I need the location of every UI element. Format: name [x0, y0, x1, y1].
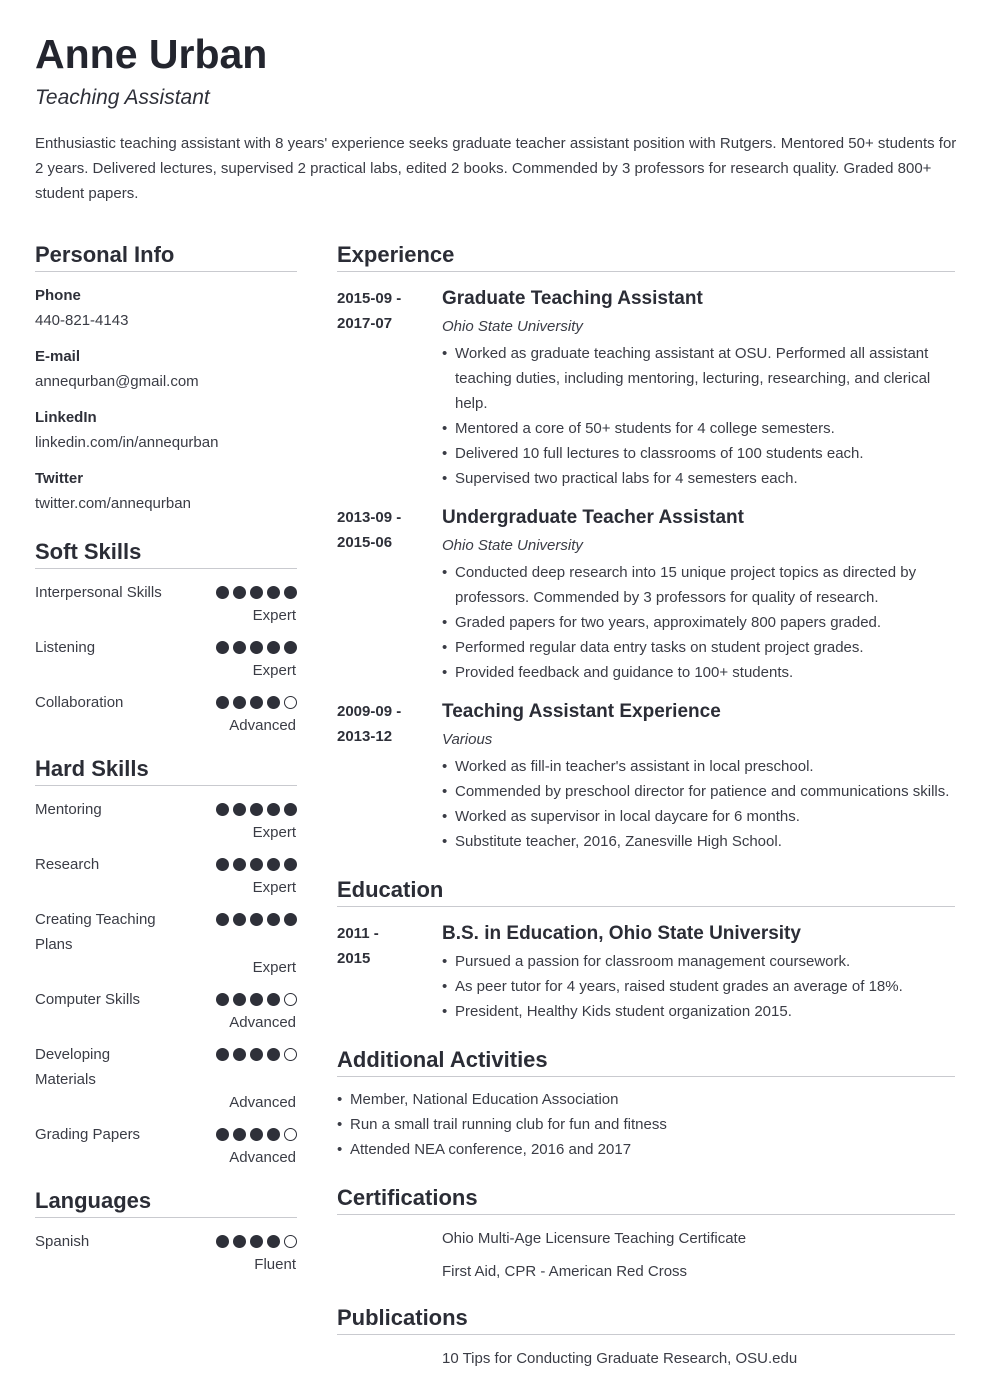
education-list — [337, 921, 955, 1024]
filled-dot-icon — [250, 1128, 263, 1141]
filled-dot-icon — [250, 696, 263, 709]
filled-dot-icon — [233, 993, 246, 1006]
empty-dot-icon — [284, 1048, 297, 1061]
languages-list — [35, 1229, 297, 1276]
filled-dot-icon — [250, 858, 263, 871]
filled-dot-icon — [216, 803, 229, 816]
personal-info-list — [35, 284, 297, 516]
filled-dot-icon — [216, 641, 229, 654]
date-start: 2011 - — [337, 925, 379, 942]
activities-list — [337, 1087, 955, 1162]
filled-dot-icon — [216, 993, 229, 1006]
entry-bullets — [442, 341, 955, 491]
languages-heading: Languages — [35, 1187, 297, 1218]
filled-dot-icon — [267, 858, 280, 871]
filled-dot-icon — [250, 1235, 263, 1248]
skill-name: Creating Teaching Plans — [35, 911, 156, 953]
entry-title: Undergraduate Teacher Assistant — [442, 507, 744, 528]
skill-level: Advanced — [229, 1094, 296, 1111]
skill-level: Advanced — [229, 1149, 296, 1166]
skill-name: Spanish — [35, 1233, 90, 1250]
skill-level: Expert — [252, 879, 296, 896]
certification-item: Ohio Multi-Age Licensure Teaching Certificate — [442, 1230, 747, 1247]
list-item: • Graded papers for two years, approximately 800 papers graded. — [442, 610, 955, 635]
entry — [337, 699, 955, 854]
filled-dot-icon — [250, 993, 263, 1006]
entry — [337, 921, 955, 1024]
filled-dot-icon — [284, 586, 297, 599]
skill-row — [35, 852, 297, 899]
filled-dot-icon — [284, 803, 297, 816]
filled-dot-icon — [216, 1048, 229, 1061]
filled-dot-icon — [267, 586, 280, 599]
resume-header — [35, 28, 957, 206]
entry-bullets — [442, 754, 955, 854]
skill-rating-dots — [216, 1042, 297, 1062]
list-item: • Substitute teacher, 2016, Zanesville High School. — [442, 829, 955, 854]
skill-rating-dots — [216, 1229, 297, 1249]
date-end: 2017-07 — [337, 315, 393, 332]
education-heading: Education — [337, 876, 955, 907]
list-item: • President, Healthy Kids student organization 2015. — [442, 999, 955, 1024]
list-item: • Provided feedback and guidance to 100+ students. — [442, 660, 955, 685]
skill-name: Computer Skills — [35, 991, 141, 1008]
skill-row — [35, 1229, 297, 1276]
date-end: 2013-12 — [337, 728, 393, 745]
candidate-name: Anne Urban — [35, 31, 268, 77]
skill-row — [35, 1042, 297, 1114]
skill-rating-dots — [216, 635, 297, 655]
experience-heading: Experience — [337, 241, 955, 272]
filled-dot-icon — [267, 696, 280, 709]
entry-organization: Ohio State University — [442, 537, 583, 554]
filled-dot-icon — [267, 1128, 280, 1141]
entry-organization: Various — [442, 731, 493, 748]
certifications-list — [442, 1226, 955, 1284]
filled-dot-icon — [233, 803, 246, 816]
email-label: E-mail — [35, 348, 81, 365]
empty-dot-icon — [284, 993, 297, 1006]
certification-item: First Aid, CPR - American Red Cross — [442, 1263, 688, 1280]
hard-skills-heading: Hard Skills — [35, 755, 297, 786]
filled-dot-icon — [284, 913, 297, 926]
filled-dot-icon — [267, 1048, 280, 1061]
filled-dot-icon — [233, 641, 246, 654]
skill-rating-dots — [216, 797, 297, 817]
skill-name: Developing Materials — [35, 1046, 111, 1088]
list-item: • Commended by preschool director for patience and communications skills. — [442, 779, 955, 804]
entry-date — [337, 921, 442, 1024]
filled-dot-icon — [233, 1128, 246, 1141]
filled-dot-icon — [250, 641, 263, 654]
filled-dot-icon — [216, 586, 229, 599]
email-value: annequrban@gmail.com — [35, 373, 199, 390]
entry — [337, 505, 955, 685]
summary: Enthusiastic teaching assistant with 8 years' experience seeks graduate teacher assistant position with Rutgers. Mentored 50+ students for 2 years. Delivered lectures, supervised 2 practical labs, edited 2 books. Commended by 3 professors for research quality. Graded 800+ student papers. — [35, 135, 957, 202]
skill-level: Expert — [252, 662, 296, 679]
skill-name: Collaboration — [35, 694, 124, 711]
list-item: • Conducted deep research into 15 unique project topics as directed by professors. Commended by 3 professors for quality of research. — [442, 560, 955, 610]
publications-list — [442, 1346, 955, 1371]
filled-dot-icon — [267, 993, 280, 1006]
entry-date — [337, 286, 442, 491]
list-item: • Mentored a core of 50+ students for 4 college semesters. — [442, 416, 955, 441]
filled-dot-icon — [216, 696, 229, 709]
filled-dot-icon — [267, 913, 280, 926]
filled-dot-icon — [216, 1128, 229, 1141]
filled-dot-icon — [250, 913, 263, 926]
skill-level: Fluent — [254, 1256, 296, 1273]
filled-dot-icon — [250, 586, 263, 599]
left-column — [35, 241, 297, 1284]
list-item: • Performed regular data entry tasks on student project grades. — [442, 635, 955, 660]
skill-name: Grading Papers — [35, 1126, 141, 1143]
soft-skills-list — [35, 580, 297, 737]
filled-dot-icon — [267, 641, 280, 654]
twitter-value: twitter.com/annequrban — [35, 495, 191, 512]
list-item: • Pursued a passion for classroom management coursework. — [442, 949, 955, 974]
skill-level: Expert — [252, 824, 296, 841]
entry-bullets — [442, 560, 955, 685]
skill-row — [35, 907, 297, 979]
filled-dot-icon — [267, 803, 280, 816]
filled-dot-icon — [250, 803, 263, 816]
skill-name: Research — [35, 856, 100, 873]
linkedin-value: linkedin.com/in/annequrban — [35, 434, 219, 451]
skill-name: Interpersonal Skills — [35, 584, 162, 601]
date-end: 2015-06 — [337, 534, 393, 551]
filled-dot-icon — [233, 1048, 246, 1061]
list-item: • Supervised two practical labs for 4 semesters each. — [442, 466, 955, 491]
entry-body — [442, 286, 955, 491]
date-start: 2015-09 - — [337, 290, 402, 307]
list-item: • Worked as fill-in teacher's assistant in local preschool. — [442, 754, 955, 779]
publications-heading: Publications — [337, 1304, 955, 1335]
entry-date — [337, 699, 442, 854]
list-item: • Delivered 10 full lectures to classrooms of 100 students each. — [442, 441, 955, 466]
skill-level: Advanced — [229, 717, 296, 734]
linkedin-label: LinkedIn — [35, 409, 97, 426]
entry-bullets — [442, 949, 955, 1024]
publication-item: 10 Tips for Conducting Graduate Research, OSU.edu — [442, 1350, 798, 1367]
skill-name: Listening — [35, 639, 96, 656]
entry-title: Graduate Teaching Assistant — [442, 288, 703, 309]
skill-rating-dots — [216, 907, 297, 927]
phone-label: Phone — [35, 287, 81, 304]
list-item: • Run a small trail running club for fun and fitness — [337, 1112, 955, 1137]
date-end: 2015 — [337, 950, 371, 967]
skill-level: Advanced — [229, 1014, 296, 1031]
entry — [337, 286, 955, 491]
filled-dot-icon — [284, 858, 297, 871]
skill-level: Expert — [252, 959, 296, 976]
filled-dot-icon — [267, 1235, 280, 1248]
skill-level: Expert — [252, 607, 296, 624]
skill-rating-dots — [216, 852, 297, 872]
entry-organization: Ohio State University — [442, 318, 583, 335]
certifications-heading: Certifications — [337, 1184, 955, 1215]
skill-name: Mentoring — [35, 801, 102, 818]
skill-rating-dots — [216, 1122, 297, 1142]
personal-info-heading: Personal Info — [35, 241, 297, 272]
empty-dot-icon — [284, 696, 297, 709]
entry-body — [442, 921, 955, 1024]
date-start: 2009-09 - — [337, 703, 402, 720]
experience-list — [337, 286, 955, 854]
list-item: • Member, National Education Association — [337, 1087, 955, 1112]
list-item: • As peer tutor for 4 years, raised student grades an average of 18%. — [442, 974, 955, 999]
activities-heading: Additional Activities — [337, 1046, 955, 1077]
skill-row — [35, 580, 297, 627]
skill-rating-dots — [216, 987, 297, 1007]
entry-date — [337, 505, 442, 685]
list-item: • Worked as graduate teaching assistant at OSU. Performed all assistant teaching duties, including mentoring, lecturing, researching, and clerical help. — [442, 341, 955, 416]
list-item: • Attended NEA conference, 2016 and 2017 — [337, 1137, 955, 1162]
skill-row — [35, 690, 297, 737]
filled-dot-icon — [216, 1235, 229, 1248]
list-item: • Worked as supervisor in local daycare for 6 months. — [442, 804, 955, 829]
skill-row — [35, 1122, 297, 1169]
filled-dot-icon — [233, 913, 246, 926]
filled-dot-icon — [233, 696, 246, 709]
filled-dot-icon — [233, 586, 246, 599]
skill-row — [35, 797, 297, 844]
soft-skills-heading: Soft Skills — [35, 538, 297, 569]
filled-dot-icon — [250, 1048, 263, 1061]
filled-dot-icon — [216, 858, 229, 871]
twitter-label: Twitter — [35, 470, 84, 487]
skill-row — [35, 635, 297, 682]
filled-dot-icon — [233, 858, 246, 871]
right-column — [337, 241, 955, 1379]
entry-body — [442, 505, 955, 685]
skill-rating-dots — [216, 690, 297, 710]
empty-dot-icon — [284, 1128, 297, 1141]
filled-dot-icon — [216, 913, 229, 926]
skill-rating-dots — [216, 580, 297, 600]
entry-body — [442, 699, 955, 854]
filled-dot-icon — [233, 1235, 246, 1248]
filled-dot-icon — [284, 641, 297, 654]
empty-dot-icon — [284, 1235, 297, 1248]
entry-title: Teaching Assistant Experience — [442, 701, 721, 722]
skill-row — [35, 987, 297, 1034]
entry-title: B.S. in Education, Ohio State University — [442, 923, 801, 944]
date-start: 2013-09 - — [337, 509, 402, 526]
candidate-title: Teaching Assistant — [35, 86, 210, 109]
phone-value: 440-821-4143 — [35, 312, 129, 329]
hard-skills-list — [35, 797, 297, 1169]
